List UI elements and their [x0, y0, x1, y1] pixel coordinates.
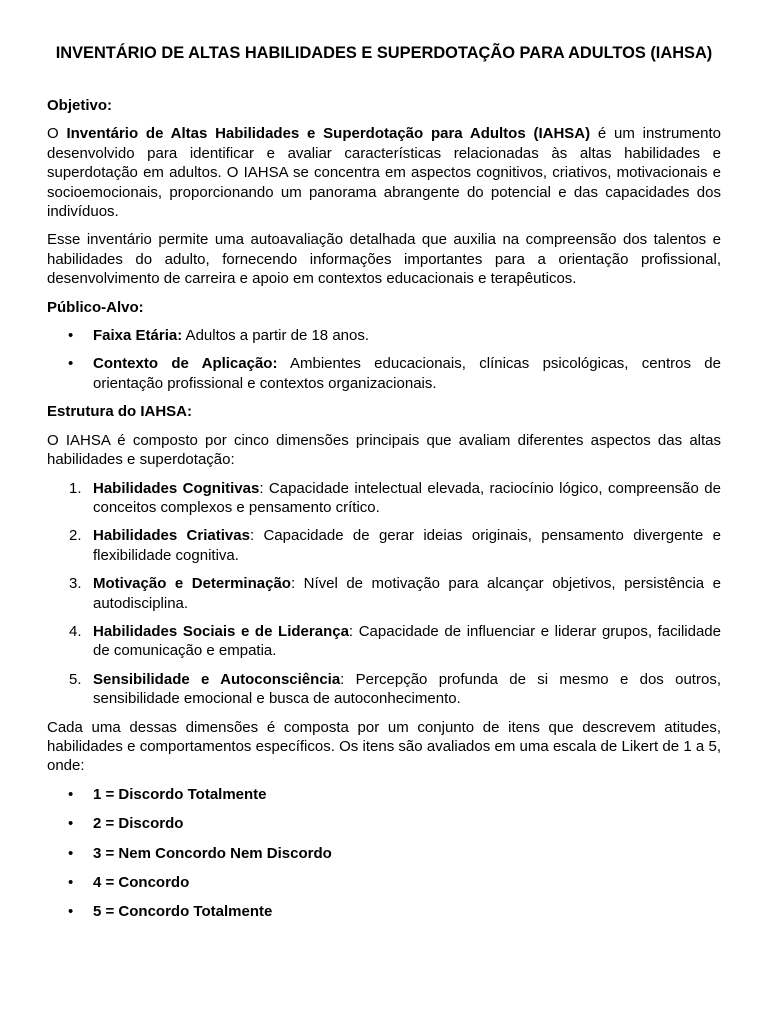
item-label: Faixa Etária:: [93, 327, 183, 345]
item-text: Adultos a partir de 18 anos.: [182, 327, 370, 345]
item-text: : Capacidade intelectual elevada, raciocínio lógico, compreensão de conceitos complexos e pensamento crítico.: [93, 479, 721, 516]
instrument-name: Inventário de Altas Habilidades e Superdotação para Adultos (IAHSA): [66, 125, 591, 143]
item-number: 4.: [69, 622, 82, 640]
list-item: [47, 622, 721, 661]
objetivo-p1-text: é um instrumento desenvolvido para identificar e avaliar características relacionadas às altas habilidades e superdotação em adultos. O IAHSA se concentra em aspectos cognitivos, criativos, motivacionais e socioemocionais, proporcionando um panorama abrangente do potencial e das capacidades dos indivíduos.: [47, 125, 721, 221]
objetivo-paragraph-2: Esse inventário permite uma autoavaliação detalhada que auxilia na compreensão dos talentos e habilidades do adulto, fornecendo informações importantes para a orientação profissional, desenvolvimento de carreira e apoio em contextos educacionais e terapêuticos.: [47, 231, 721, 288]
bullet-icon: •: [68, 903, 74, 921]
estrutura-intro: O IAHSA é composto por cinco dimensões principais que avaliam diferentes aspectos das altas habilidades e superdotação:: [47, 431, 721, 469]
bullet-icon: •: [68, 785, 74, 803]
item-label: Sensibilidade e Autoconsciência: [93, 670, 341, 688]
item-text: Ambientes educacionais, clínicas psicológicas, centros de orientação profissional e contextos organizacionais.: [93, 355, 721, 392]
item-text: : Nível de motivação para alcançar objetivos, persistência e autodisciplina.: [93, 575, 721, 612]
item-number: 1.: [69, 479, 82, 497]
scale-option: 1 = Discordo Totalmente: [93, 785, 267, 803]
scale-option: 2 = Discordo: [93, 815, 184, 833]
list-item: [47, 526, 721, 565]
item-text: : Capacidade de gerar ideias originais, pensamento divergente e flexibilidade cognitiva.: [93, 527, 721, 564]
list-item: [47, 354, 721, 393]
bullet-icon: •: [68, 815, 74, 833]
item-label: Habilidades Cognitivas: [93, 479, 260, 497]
objetivo-p1-prefix: O: [47, 125, 67, 143]
list-item: [47, 844, 721, 863]
dimensions-list: [47, 479, 721, 709]
list-item: [47, 670, 721, 709]
item-number: 5.: [69, 670, 82, 688]
objetivo-heading: Objetivo:: [47, 97, 113, 114]
scale-option: 4 = Concordo: [93, 874, 190, 891]
list-item: [47, 785, 721, 804]
objetivo-paragraph-1: [47, 124, 721, 221]
item-label: Contexto de Aplicação:: [93, 355, 278, 373]
list-item: [47, 479, 721, 518]
item-number: 3.: [69, 575, 82, 593]
list-item: [47, 326, 721, 345]
estrutura-heading: Estrutura do IAHSA:: [47, 403, 193, 421]
item-text: : Capacidade de influenciar e liderar grupos, facilidade de comunicação e empatia.: [93, 622, 721, 660]
list-item: [47, 902, 721, 921]
publico-heading: Público-Alvo:: [47, 298, 144, 316]
bullet-icon: •: [68, 844, 74, 862]
document-title: INVENTÁRIO DE ALTAS HABILIDADES E SUPERDOTAÇÃO PARA ADULTOS (IAHSA): [55, 44, 713, 62]
likert-scale-list: [47, 785, 721, 922]
item-label: Habilidades Criativas: [93, 527, 250, 545]
publico-list: [47, 326, 721, 393]
item-label: Habilidades Sociais e de Liderança: [93, 622, 349, 640]
list-item: [47, 873, 721, 892]
scale-intro: Cada uma dessas dimensões é composta por um conjunto de itens que descrevem atitudes, habilidades e comportamentos específicos. Os itens são avaliados em uma escala de Likert de 1 a 5, onde:: [47, 718, 721, 775]
item-label: Motivação e Determinação: [93, 575, 291, 593]
bullet-icon: •: [68, 355, 74, 373]
list-item: [47, 574, 721, 613]
scale-option: 3 = Nem Concordo Nem Discordo: [93, 844, 332, 862]
bullet-icon: •: [68, 327, 74, 345]
scale-option: 5 = Concordo Totalmente: [93, 903, 273, 921]
item-number: 2.: [69, 527, 82, 545]
item-text: : Percepção profunda de si mesmo e dos outros, sensibilidade emocional e busca de autoconhecimento.: [93, 670, 721, 708]
list-item: [47, 814, 721, 833]
bullet-icon: •: [68, 874, 74, 891]
